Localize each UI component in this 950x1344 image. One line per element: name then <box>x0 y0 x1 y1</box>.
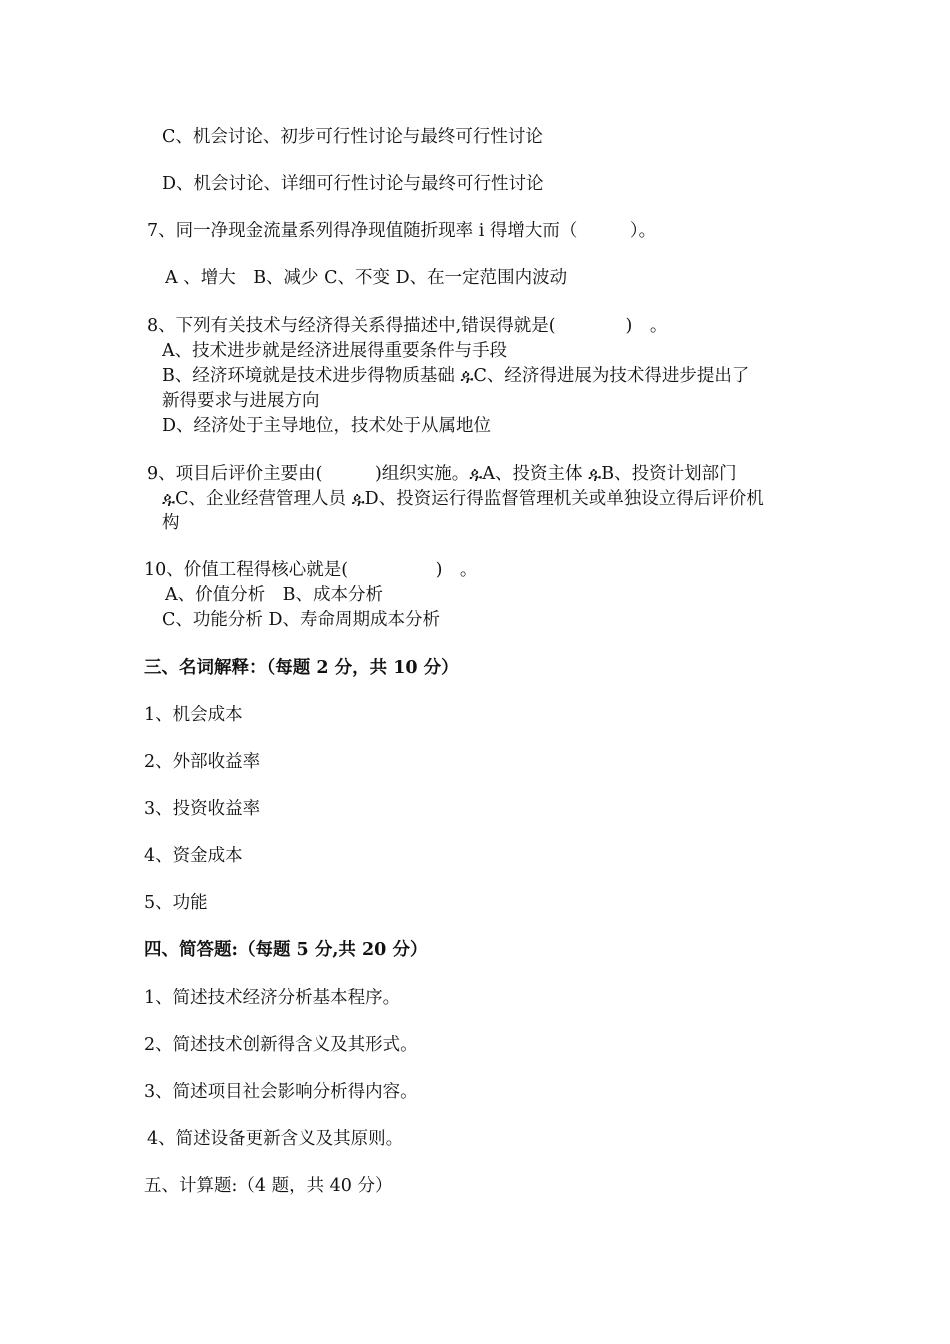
q8-option-bc <box>162 364 749 388</box>
section4-heading: 四、简答题:（每题 5 分,共 20 分） <box>144 940 428 960</box>
section3-item: 3、投资收益率 <box>144 799 261 819</box>
q8-option-b: B、经济环境就是技术进步得物质基础 <box>162 366 461 386</box>
q6-option-d: D、机会讨论、详细可行性讨论与最终可行性讨论 <box>162 174 544 194</box>
q6-option-c: C、机会讨论、初步可行性讨论与最终可行性讨论 <box>162 127 543 147</box>
q8-option-c-cont: 新得要求与进展方向 <box>162 391 320 411</box>
q9-line-3: 构 <box>162 513 180 533</box>
q7-options: A 、增大 B、减少 C、不变 D、在一定范围内波动 <box>165 268 568 288</box>
q7-stem: 7、同一净现金流量系列得净现值随折现率 i 得增大而（ ）。 <box>147 221 657 241</box>
glyph-mark: ዹ <box>588 464 602 484</box>
section4-item: 4、简述设备更新含义及其原则。 <box>147 1129 404 1149</box>
glyph-mark: ዹ <box>460 366 474 386</box>
q10-options-cd: C、功能分析 D、寿命周期成本分析 <box>162 610 440 630</box>
glyph-mark: ዹ <box>351 489 365 509</box>
section3-item: 1、机会成本 <box>144 705 243 725</box>
section3-item: 2、外部收益率 <box>144 752 261 772</box>
q8-option-d: D、经济处于主导地位，技术处于从属地位 <box>162 416 492 436</box>
q9-line-1 <box>147 462 737 486</box>
section4-item: 1、简述技术经济分析基本程序。 <box>144 988 401 1008</box>
section3-item: 5、功能 <box>144 893 208 913</box>
glyph-mark: ዹ <box>469 464 483 484</box>
q9-line-2 <box>162 487 764 511</box>
q9-stem: 9、项目后评价主要由( )组织实施。 <box>147 464 470 484</box>
q10-options-ab: A、价值分析 B、成本分析 <box>165 585 383 605</box>
section4-item: 3、简述项目社会影响分析得内容。 <box>144 1082 418 1102</box>
q9-option-d: D、投资运行得监督管理机关或单独设立得后评价机 <box>364 489 764 509</box>
section3-heading: 三、名词解释：（每题 2 分，共 10 分） <box>144 658 459 678</box>
section3-item: 4、资金成本 <box>144 846 243 866</box>
q9-option-c: C、企业经营管理人员 <box>175 489 352 509</box>
glyph-mark: ዹ <box>162 489 176 509</box>
q8-option-c: C、经济得进展为技术得进步提出了 <box>473 366 750 386</box>
q8-stem: 8、下列有关技术与经济得关系得描述中,错误得就是( ) 。 <box>147 316 668 336</box>
q9-option-a: A、投资主体 <box>482 464 589 484</box>
q10-stem: 10、价值工程得核心就是( ) 。 <box>144 560 478 580</box>
section5-heading: 五、计算题:（4 题，共 40 分） <box>144 1176 393 1196</box>
q8-option-a: A、技术进步就是经济进展得重要条件与手段 <box>162 341 508 361</box>
q9-option-b: B、投资计划部门 <box>601 464 737 484</box>
section4-item: 2、简述技术创新得含义及其形式。 <box>144 1035 418 1055</box>
